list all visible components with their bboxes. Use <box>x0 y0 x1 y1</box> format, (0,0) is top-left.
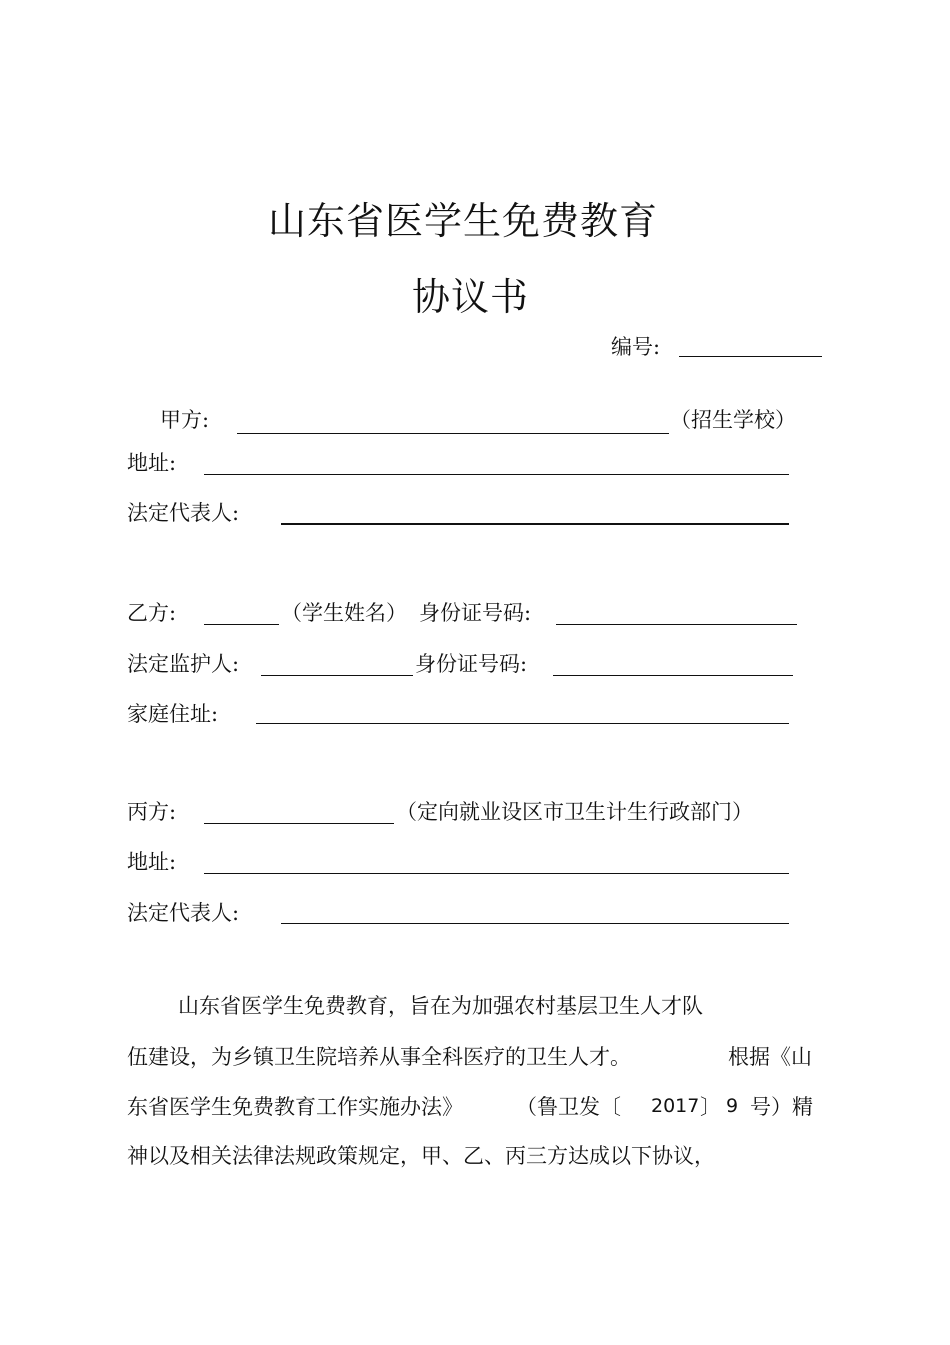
party-c-legal-rep-label: 法定代表人: <box>127 901 240 925</box>
body-text-line-3b: （鲁卫发〔 <box>516 1095 621 1119</box>
party-b-name-field[interactable] <box>204 624 279 625</box>
party-c-address-label: 地址: <box>127 850 177 874</box>
party-a-suffix: （招生学校） <box>670 408 796 432</box>
party-c-name-field[interactable] <box>204 823 394 824</box>
body-text-line-3a: 东省医学生免费教育工作实施办法》 <box>127 1095 463 1119</box>
party-c-legal-rep-field[interactable] <box>281 923 789 924</box>
party-c-suffix: （定向就业设区市卫生计生行政部门） <box>396 800 753 824</box>
body-text-doc-number: 9 <box>726 1095 739 1117</box>
party-b-label: 乙方: <box>127 601 177 625</box>
body-text-year: 2017 <box>651 1095 700 1117</box>
body-text-line-2b: 根据《山 <box>728 1045 812 1069</box>
party-a-address-label: 地址: <box>127 451 177 475</box>
party-c-address-field[interactable] <box>204 873 789 874</box>
party-b-guardian-id-field[interactable] <box>553 675 793 676</box>
party-b-home-address-field[interactable] <box>256 723 789 724</box>
body-text-line-2a: 伍建设，为乡镇卫生院培养从事全科医疗的卫生人才。 <box>127 1045 631 1069</box>
page-subtitle: 协议书 <box>412 275 530 319</box>
party-b-guardian-field[interactable] <box>261 675 413 676</box>
party-a-legal-rep-field[interactable] <box>281 523 789 525</box>
party-a-label: 甲方: <box>160 408 210 432</box>
party-b-id-label: 身份证号码: <box>419 601 532 625</box>
party-b-home-address-label: 家庭住址: <box>127 702 219 726</box>
body-text-line-3d: 号）精 <box>750 1095 813 1119</box>
page-title: 山东省医学生免费教育 <box>268 199 659 243</box>
party-a-name-field[interactable] <box>237 433 669 434</box>
serial-number-field[interactable] <box>679 356 822 357</box>
party-c-label: 丙方: <box>127 800 177 824</box>
party-b-guardian-label: 法定监护人: <box>127 652 240 676</box>
body-text-line-3c: 〕 <box>700 1095 721 1119</box>
party-a-address-field[interactable] <box>204 474 789 475</box>
party-a-legal-rep-label: 法定代表人: <box>127 501 240 525</box>
party-b-name-hint: （学生姓名） <box>281 601 407 625</box>
body-text-line-4: 神以及相关法律法规政策规定，甲、乙、丙三方达成以下协议， <box>127 1144 715 1168</box>
serial-number-label: 编号: <box>611 335 661 359</box>
party-b-guardian-id-label: 身份证号码: <box>415 652 528 676</box>
body-text-line-1: 山东省医学生免费教育，旨在为加强农村基层卫生人才队 <box>178 994 703 1018</box>
party-b-id-field[interactable] <box>556 624 797 625</box>
